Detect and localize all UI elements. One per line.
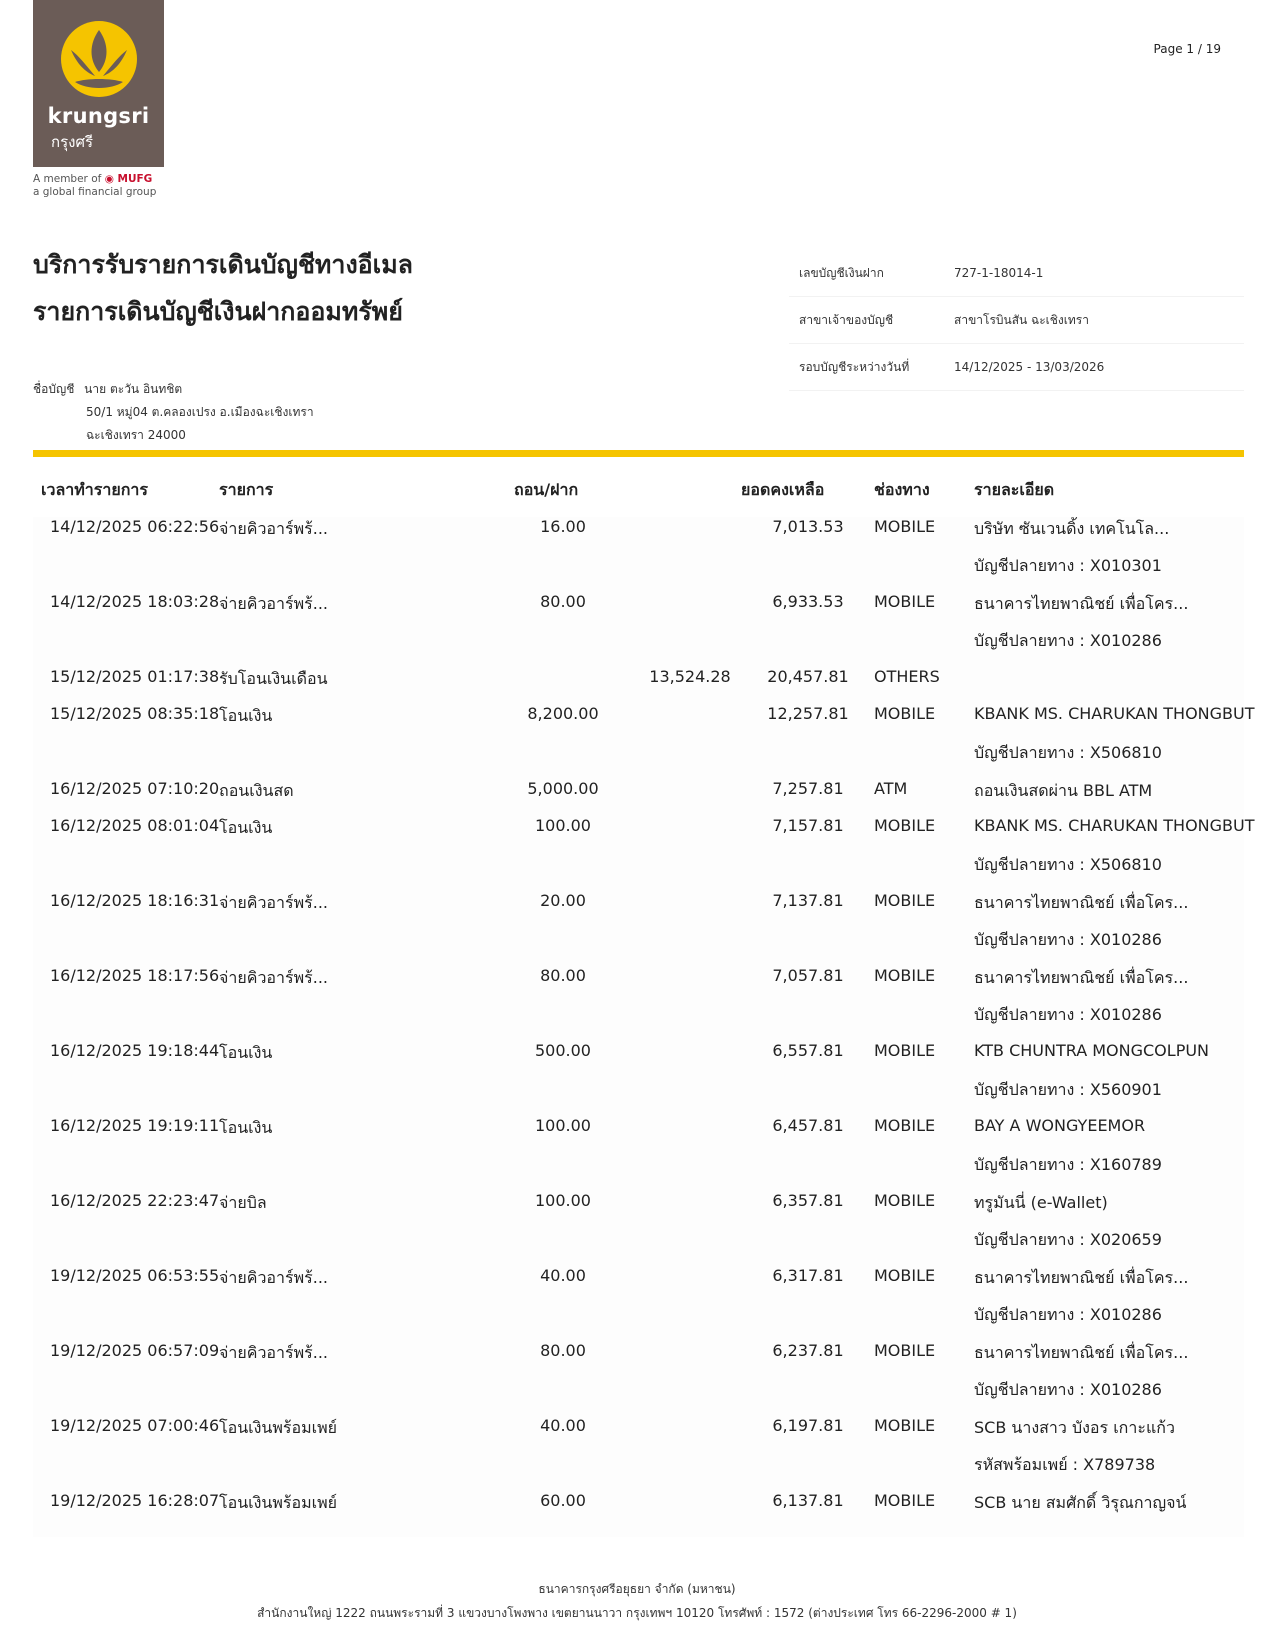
footer-bank-name: ธนาคารกรุงศรีอยุธยา จำกัด (มหาชน) <box>538 1582 736 1596</box>
transaction-detail: ธนาคารไทยพาณิชย์ เพื่อโคร... <box>974 1343 1189 1362</box>
account-info-table <box>789 250 1244 391</box>
transaction-destination: บัญชีปลายทาง : X010286 <box>974 1305 1162 1324</box>
transaction-balance: 6,933.53 <box>772 592 844 611</box>
transaction-time: 16/12/2025 08:01:04 <box>50 816 220 835</box>
transaction-balance: 6,137.81 <box>772 1491 844 1510</box>
transaction-destination: บัญชีปลายทาง : X020659 <box>974 1230 1162 1249</box>
transaction-channel: MOBILE <box>874 1416 936 1435</box>
transaction-time: 19/12/2025 06:57:09 <box>50 1341 220 1360</box>
transaction-balance: 6,237.81 <box>772 1341 844 1360</box>
transaction-time: 16/12/2025 18:17:56 <box>50 966 220 985</box>
transaction-balance: 6,557.81 <box>772 1041 844 1060</box>
transaction-desc: รับโอนเงินเดือน <box>219 669 328 688</box>
transaction-time: 16/12/2025 22:23:47 <box>50 1191 220 1210</box>
brand-name-en: krungsri <box>47 104 150 128</box>
transaction-desc: โอนเงินพร้อมเพย์ <box>219 1493 338 1512</box>
transaction-withdraw: 100.00 <box>535 816 591 835</box>
mufg-member-line <box>33 173 156 199</box>
transaction-destination: บัญชีปลายทาง : X560901 <box>974 1080 1162 1099</box>
transaction-desc: จ่ายบิล <box>219 1193 267 1212</box>
transaction-withdraw: 80.00 <box>540 966 586 985</box>
transaction-time: 16/12/2025 18:16:31 <box>50 891 220 910</box>
transaction-desc: จ่ายคิวอาร์พร้... <box>219 893 329 912</box>
transaction-desc: โอนเงินพร้อมเพย์ <box>219 1418 338 1437</box>
transaction-withdraw: 80.00 <box>540 1341 586 1360</box>
info-value: 727-1-18014-1 <box>954 266 1044 280</box>
mufg-brand: ◉ MUFG <box>104 173 153 185</box>
transaction-balance: 7,057.81 <box>772 966 844 985</box>
transaction-balance: 6,357.81 <box>772 1191 844 1210</box>
transaction-destination: รหัสพร้อมเพย์ : X789738 <box>974 1455 1156 1474</box>
transaction-detail: บริษัท ซันเวนดิ้ง เทคโนโล... <box>974 519 1170 538</box>
transaction-desc: โอนเงิน <box>219 1043 273 1062</box>
transaction-detail: KBANK MS. CHARUKAN THONGBUT <box>974 704 1255 723</box>
transaction-balance: 6,457.81 <box>772 1116 844 1135</box>
transaction-channel: MOBILE <box>874 1116 936 1135</box>
header-divider <box>33 450 1244 457</box>
account-name: นาย ตะวัน อินทชิต <box>84 382 183 396</box>
transaction-destination: บัญชีปลายทาง : X010286 <box>974 930 1162 949</box>
transaction-time: 15/12/2025 01:17:38 <box>50 667 220 686</box>
statement-title: รายการเดินบัญชีเงินฝากออมทรัพย์ <box>33 297 403 326</box>
col-header-amount: ถอน/ฝาก <box>514 480 579 499</box>
account-name-label: ชื่อบัญชี <box>33 382 75 396</box>
info-label: รอบบัญชีระหว่างวันที่ <box>799 359 910 374</box>
transaction-balance: 7,157.81 <box>772 816 844 835</box>
transaction-time: 16/12/2025 19:19:11 <box>50 1116 220 1135</box>
transaction-time: 19/12/2025 06:53:55 <box>50 1266 220 1285</box>
transaction-detail: SCB นางสาว บังอร เกาะแก้ว <box>974 1418 1175 1437</box>
transaction-withdraw: 500.00 <box>535 1041 591 1060</box>
transaction-channel: MOBILE <box>874 1266 936 1285</box>
transaction-channel: MOBILE <box>874 1191 936 1210</box>
krungsri-emblem-icon <box>55 20 143 98</box>
transaction-channel: MOBILE <box>874 891 936 910</box>
account-holder <box>33 378 314 447</box>
page-number: Page 1 / 19 <box>1153 42 1221 56</box>
transaction-balance: 7,137.81 <box>772 891 844 910</box>
col-header-channel: ช่องทาง <box>874 480 930 499</box>
transaction-channel: MOBILE <box>874 592 936 611</box>
transaction-destination: บัญชีปลายทาง : X010286 <box>974 1005 1162 1024</box>
info-label: เลขบัญชีเงินฝาก <box>799 265 884 280</box>
info-value: 14/12/2025 - 13/03/2026 <box>954 360 1105 374</box>
transaction-deposit: 13,524.28 <box>649 667 731 686</box>
col-header-time: เวลาทำรายการ <box>41 480 148 499</box>
transaction-time: 16/12/2025 19:18:44 <box>50 1041 220 1060</box>
transaction-desc: โอนเงิน <box>219 1118 273 1137</box>
transaction-withdraw: 8,200.00 <box>527 704 599 723</box>
transaction-detail: ธนาคารไทยพาณิชย์ เพื่อโคร... <box>974 893 1189 912</box>
transaction-withdraw: 5,000.00 <box>527 779 599 798</box>
transaction-detail: ถอนเงินสดผ่าน BBL ATM <box>974 781 1153 800</box>
transaction-withdraw: 100.00 <box>535 1191 591 1210</box>
transaction-balance: 6,317.81 <box>772 1266 844 1285</box>
member-prefix: A member of <box>33 173 102 185</box>
transaction-time: 15/12/2025 08:35:18 <box>50 704 220 723</box>
address-line-1: 50/1 หมู่04 ต.คลองเปรง อ.เมืองฉะเชิงเทรา <box>86 405 314 419</box>
info-row-branch <box>789 297 1244 344</box>
col-header-desc: รายการ <box>219 480 274 499</box>
transaction-desc: จ่ายคิวอาร์พร้... <box>219 1343 329 1362</box>
address-line-2: ฉะเชิงเทรา 24000 <box>86 428 186 442</box>
info-row-account-number <box>789 250 1244 297</box>
transaction-list <box>33 517 1255 1537</box>
footer-address: สำนักงานใหญ่ 1222 ถนนพระรามที่ 3 แขวงบางโพงพาง เขตยานนาวา กรุงเทพฯ 10120 โทรศัพท์ : 1572 (ต่างประเทศ โทร 66-2296-2000 # 1) <box>257 1606 1017 1620</box>
transaction-balance: 7,013.53 <box>772 517 844 536</box>
transaction-withdraw: 40.00 <box>540 1416 586 1435</box>
transaction-time: 14/12/2025 18:03:28 <box>50 592 220 611</box>
transaction-destination: บัญชีปลายทาง : X010286 <box>974 631 1162 650</box>
transaction-destination: บัญชีปลายทาง : X010301 <box>974 556 1162 575</box>
info-label: สาขาเจ้าของบัญชี <box>799 312 894 327</box>
member-tagline: a global financial group <box>33 186 157 198</box>
krungsri-logo <box>33 0 164 167</box>
service-title: บริการรับรายการเดินบัญชีทางอีเมล <box>33 250 414 279</box>
transaction-withdraw: 100.00 <box>535 1116 591 1135</box>
transaction-detail: ธนาคารไทยพาณิชย์ เพื่อโคร... <box>974 968 1189 987</box>
transaction-withdraw: 20.00 <box>540 891 586 910</box>
transaction-destination: บัญชีปลายทาง : X010286 <box>974 1380 1162 1399</box>
col-header-detail: รายละเอียด <box>974 480 1055 499</box>
col-header-balance: ยอดคงเหลือ <box>741 480 825 499</box>
transaction-channel: ATM <box>874 779 908 798</box>
transaction-detail: ทรูมันนี่ (e-Wallet) <box>974 1193 1108 1212</box>
transaction-withdraw: 16.00 <box>540 517 586 536</box>
transaction-channel: MOBILE <box>874 1491 936 1510</box>
transaction-balance: 6,197.81 <box>772 1416 844 1435</box>
transaction-time: 16/12/2025 07:10:20 <box>50 779 220 798</box>
transaction-balance: 12,257.81 <box>767 704 849 723</box>
info-value: สาขาโรบินสัน ฉะเชิงเทรา <box>954 312 1089 327</box>
transaction-channel: MOBILE <box>874 816 936 835</box>
transaction-desc: โอนเงิน <box>219 706 273 725</box>
brand-name-th: กรุงศรี <box>51 133 94 151</box>
transaction-desc: จ่ายคิวอาร์พร้... <box>219 519 329 538</box>
info-row-period <box>789 344 1244 391</box>
transaction-time: 14/12/2025 06:22:56 <box>50 517 220 536</box>
transaction-channel: MOBILE <box>874 1341 936 1360</box>
transaction-time: 19/12/2025 16:28:07 <box>50 1491 220 1510</box>
transaction-time: 19/12/2025 07:00:46 <box>50 1416 220 1435</box>
transaction-desc: จ่ายคิวอาร์พร้... <box>219 594 329 613</box>
transaction-detail: ธนาคารไทยพาณิชย์ เพื่อโคร... <box>974 594 1189 613</box>
transaction-channel: MOBILE <box>874 704 936 723</box>
transaction-detail: BAY A WONGYEEMOR <box>974 1116 1146 1135</box>
transaction-desc: จ่ายคิวอาร์พร้... <box>219 1268 329 1287</box>
transaction-balance: 20,457.81 <box>767 667 849 686</box>
transaction-detail: SCB นาย สมศักดิ์ วิรุณกาญจน์ <box>974 1493 1187 1512</box>
transaction-destination: บัญชีปลายทาง : X506810 <box>974 855 1162 874</box>
transaction-withdraw: 80.00 <box>540 592 586 611</box>
transaction-detail: KBANK MS. CHARUKAN THONGBUT <box>974 816 1255 835</box>
transaction-desc: โอนเงิน <box>219 818 273 837</box>
transaction-detail: ธนาคารไทยพาณิชย์ เพื่อโคร... <box>974 1268 1189 1287</box>
transaction-channel: MOBILE <box>874 966 936 985</box>
transaction-withdraw: 60.00 <box>540 1491 586 1510</box>
transaction-channel: MOBILE <box>874 517 936 536</box>
transaction-channel: OTHERS <box>874 667 940 686</box>
transaction-withdraw: 40.00 <box>540 1266 586 1285</box>
transaction-channel: MOBILE <box>874 1041 936 1060</box>
transaction-balance: 7,257.81 <box>772 779 844 798</box>
transaction-desc: ถอนเงินสด <box>219 781 294 800</box>
transaction-desc: จ่ายคิวอาร์พร้... <box>219 968 329 987</box>
transaction-destination: บัญชีปลายทาง : X160789 <box>974 1155 1162 1174</box>
transaction-detail: KTB CHUNTRA MONGCOLPUN <box>974 1041 1210 1060</box>
transaction-destination: บัญชีปลายทาง : X506810 <box>974 743 1162 762</box>
